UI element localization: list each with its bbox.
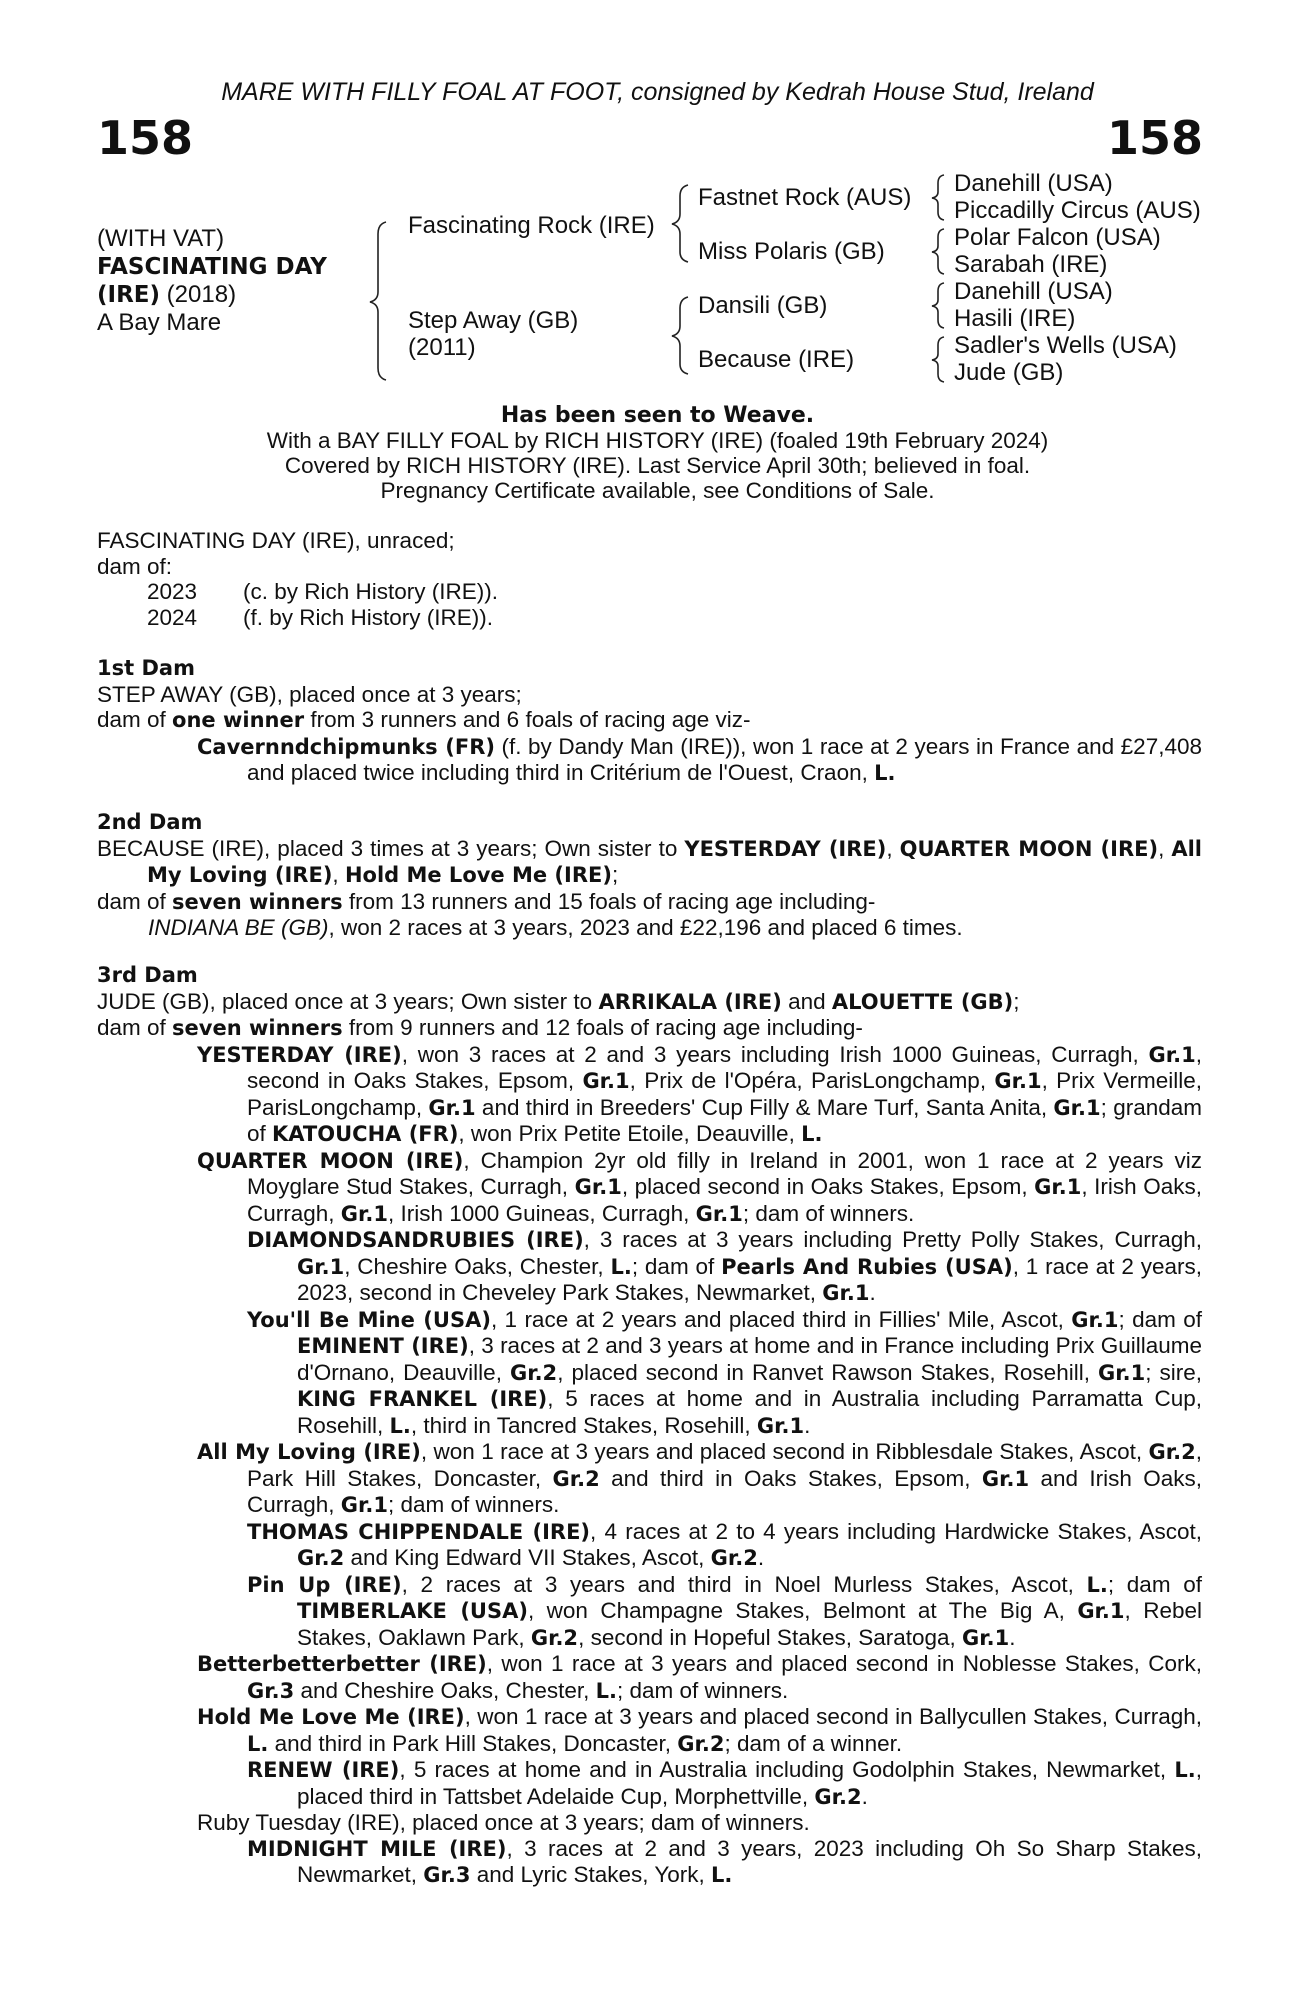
pregnancy-note: Pregnancy Certificate available, see Conditions of Sale.	[380, 478, 935, 503]
third-dam-line2: dam of seven winners from 9 runners and 12 foals of racing age including-	[97, 1015, 863, 1040]
produce-item-2023	[97, 579, 1202, 605]
second-dam-section	[97, 810, 1202, 941]
produce-year: 2024	[147, 604, 198, 630]
dam-sire: Dansili (GB)	[698, 292, 828, 319]
entry-quarter-moon: QUARTER MOON (IRE), Champion 2yr old filly in Ireland in 2001, won 1 race at 2 years viz Moyglare Stud Stakes, Curragh, Gr.1, placed second in Oaks Stakes, Epsom, Gr.1, Irish Oaks, Curragh, Gr.1, Irish 1000 Guineas, Curragh, Gr.1; dam of winners.	[197, 1147, 1202, 1226]
entry-yesterday: YESTERDAY (IRE), won 3 races at 2 and 3 years including Irish 1000 Guineas, Curragh, Gr.1, second in Oaks Stakes, Epsom, Gr.1, Prix de l'Opéra, ParisLongchamp, Gr.1, Prix Vermeille, ParisLongchamp, Gr.1 and third in Breeders' Cup Filly & Mare Turf, Santa Anita, Gr.1; grandam of KATOUCHA (FR), won Prix Petite Etoile, Deauville, L.	[197, 1041, 1202, 1146]
ggp-brace-3	[932, 283, 944, 328]
dam-year: (2011)	[408, 334, 476, 361]
produce-text: (f. by Rich History (IRE)).	[243, 604, 494, 630]
ggp-3: Polar Falcon (USA)	[954, 224, 1161, 251]
vat-label: (WITH VAT)	[97, 225, 225, 252]
third-dam-heading: 3rd Dam	[97, 963, 198, 987]
produce-intro: FASCINATING DAY (IRE), unraced;	[97, 528, 455, 553]
ggp-brace-2	[932, 229, 944, 274]
dam-name: Step Away (GB)	[408, 307, 579, 334]
dam-dam: Because (IRE)	[698, 346, 855, 373]
second-dam-heading: 2nd Dam	[97, 810, 203, 834]
ggp-5: Danehill (USA)	[954, 278, 1113, 305]
entry-thomas-chippendale: THOMAS CHIPPENDALE (IRE), 4 races at 2 to 4 years including Hardwicke Stakes, Ascot, Gr.2 and King Edward VII Stakes, Ascot, Gr.2.	[247, 1518, 1202, 1570]
main-brace	[370, 222, 386, 380]
entry-youll-be-mine: You'll Be Mine (USA), 1 race at 2 years and placed third in Fillies' Mile, Ascot, Gr.1; dam of EMINENT (IRE), 3 races at 2 and 3 years at home and in France including Prix Guillaume d'Ornano, Deauville, Gr.2, placed second in Ranvet Rawson Stakes, Rosehill, Gr.1; sire, KING FRANKEL (IRE), 5 races at home and in Australia including Parramatta Cup, Rosehill, L., third in Tancred Stakes, Rosehill, Gr.1.	[247, 1306, 1203, 1438]
entry-diamondsandrubies: DIAMONDSANDRUBIES (IRE), 3 races at 3 years including Pretty Polly Stakes, Curragh, Gr.1, Cheshire Oaks, Chester, L.; dam of Pearls And Rubies (USA), 1 race at 2 years, 2023, second in Cheveley Park Stakes, Newmarket, Gr.1.	[247, 1227, 1203, 1305]
entry-renew: RENEW (IRE), 5 races at home and in Australia including Godolphin Stakes, Newmarket, L., placed third in Tattsbet Adelaide Cup, Morphettville, Gr.2.	[247, 1757, 1203, 1809]
second-dam-line2: dam of seven winners from 13 runners and 15 foals of racing age including-	[97, 888, 876, 914]
first-dam-heading: 1st Dam	[97, 656, 195, 680]
entry-all-my-loving: All My Loving (IRE), won 1 race at 3 years and placed second in Ribblesdale Stakes, Ascot, Gr.2, Park Hill Stakes, Doncaster, Gr.2 and third in Oaks Stakes, Epsom, Gr.1 and Irish Oaks, Curragh, Gr.1; dam of winners.	[197, 1439, 1202, 1517]
third-dam-section	[97, 963, 1202, 1889]
sire-sire: Fastnet Rock (AUS)	[698, 184, 912, 211]
entry-pin-up: Pin Up (IRE), 2 races at 3 years and third in Noel Murless Stakes, Ascot, L.; dam of TIMBERLAKE (USA), won Champagne Stakes, Belmont at The Big A, Gr.1, Rebel Stakes, Oaklawn Park, Gr.2, second in Hopeful Stakes, Saratoga, Gr.1.	[247, 1571, 1202, 1650]
lot-number-left: 158	[97, 111, 194, 165]
first-dam-section	[97, 656, 1202, 787]
foal-note: With a BAY FILLY FOAL by RICH HISTORY (IRE) (foaled 19th February 2024)	[266, 428, 1049, 453]
lot-number-right: 158	[1106, 111, 1203, 165]
entry-ruby-tuesday: Ruby Tuesday (IRE), placed once at 3 years; dam of winners.	[197, 1810, 810, 1835]
sire-brace	[672, 185, 688, 262]
covered-note: Covered by RICH HISTORY (IRE). Last Service April 30th; believed in foal.	[284, 453, 1031, 478]
second-dam-line1: BECAUSE (IRE), placed 3 times at 3 years; Own sister to YESTERDAY (IRE), QUARTER MOON (IRE), All My Loving (IRE), Hold Me Love Me (IRE);	[97, 835, 1203, 887]
ggp-1: Danehill (USA)	[954, 170, 1113, 197]
ggp-brace-1	[932, 175, 944, 220]
third-dam-line1: JUDE (GB), placed once at 3 years; Own sister to ARRIKALA (IRE) and ALOUETTE (GB);	[97, 988, 1020, 1014]
produce-section	[97, 528, 1202, 630]
produce-item-2024	[97, 605, 1202, 631]
first-dam-line1: STEP AWAY (GB), placed once at 3 years;	[97, 681, 522, 707]
ggp-6: Hasili (IRE)	[954, 305, 1076, 332]
produce-damof: dam of:	[97, 553, 173, 579]
dam-brace	[672, 297, 688, 374]
ggp-8: Jude (GB)	[954, 359, 1064, 386]
entry-betterbetterbetter: Betterbetterbetter (IRE), won 1 race at 3 years and placed second in Noblesse Stakes, Cork, Gr.3 and Cheshire Oaks, Chester, L.; dam of winners.	[197, 1651, 1202, 1703]
first-dam-entry: Cavernndchipmunks (FR) (f. by Dandy Man (IRE)), won 1 race at 2 years in France and £27,408 and placed twice including third in Critérium de l'Ouest, Craon, L.	[197, 733, 1202, 785]
produce-text: (c. by Rich History (IRE)).	[243, 579, 499, 604]
horse-year: (2018)	[160, 281, 237, 308]
horse-name: FASCINATING DAY	[97, 254, 327, 280]
seen-note: Has been seen to Weave.	[500, 403, 815, 428]
first-dam-line2: dam of one winner from 3 runners and 6 foals of racing age viz-	[97, 707, 751, 732]
ggp-7: Sadler's Wells (USA)	[954, 332, 1177, 359]
ggp-brace-4	[932, 337, 944, 382]
ggp-4: Sarabah (IRE)	[954, 251, 1108, 278]
sire-dam: Miss Polaris (GB)	[698, 238, 885, 265]
entry-midnight-mile: MIDNIGHT MILE (IRE), 3 races at 2 and 3 years, 2023 including Oh So Sharp Stakes, Newmarket, Gr.3 and Lyric Stakes, York, L.	[247, 1835, 1202, 1887]
entry-hold-me-love-me: Hold Me Love Me (IRE), won 1 race at 3 years and placed second in Ballycullen Stakes, Curragh, L. and third in Park Hill Stakes, Doncaster, Gr.2; dam of a winner.	[197, 1704, 1202, 1756]
ggp-2: Piccadilly Circus (AUS)	[954, 197, 1201, 224]
horse-description: A Bay Mare	[97, 309, 222, 336]
lot-header: MARE WITH FILLY FOAL AT FOOT, consigned by Kedrah House Stud, Ireland	[221, 78, 1094, 106]
sire-name: Fascinating Rock (IRE)	[408, 212, 655, 239]
horse-suffix: (IRE)	[97, 282, 161, 308]
second-dam-entry: INDIANA BE (GB), won 2 races at 3 years, 2023 and £22,196 and placed 6 times.	[148, 915, 963, 940]
produce-year: 2023	[147, 579, 198, 604]
